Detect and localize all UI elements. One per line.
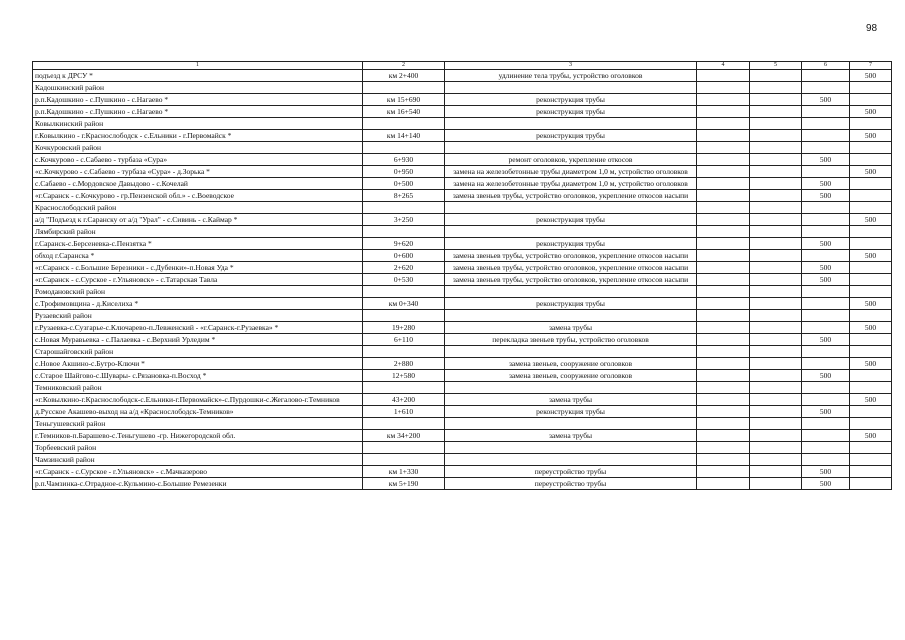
- empty-cell: [445, 118, 697, 130]
- empty-cell: [750, 454, 802, 466]
- empty-cell: [802, 382, 850, 394]
- column-5-cell: [750, 94, 802, 106]
- empty-cell: [750, 118, 802, 130]
- district-name-cell: Кадошкинский район: [33, 82, 363, 94]
- kilometer-cell: 0+500: [363, 178, 445, 190]
- table-row: [33, 214, 892, 226]
- district-name-cell: Теньгушевский район: [33, 418, 363, 430]
- column-6-value-cell: [802, 250, 850, 262]
- column-6-value-cell: [802, 70, 850, 82]
- road-name-cell: г.Темников-п.Барашево-с.Теньгушево -гр. Нижегородской обл.: [33, 430, 363, 442]
- column-6-value-cell: [802, 358, 850, 370]
- column-6-value-cell: 500: [802, 406, 850, 418]
- empty-cell: [363, 418, 445, 430]
- road-name-cell: подъезд к ДРСУ *: [33, 70, 363, 82]
- district-name-cell: Чамзинский район: [33, 454, 363, 466]
- work-description-cell: замена звеньев, сооружение оголовков: [445, 358, 697, 370]
- column-7-value-cell: 500: [850, 358, 892, 370]
- empty-cell: [445, 286, 697, 298]
- road-name-cell: «г.Саранск - с.Кочкурово - гр.Пензенской обл.» - с.Воеводское: [33, 190, 363, 202]
- column-6-value-cell: 500: [802, 178, 850, 190]
- column-number-row: [33, 62, 892, 70]
- column-5-cell: [750, 130, 802, 142]
- district-name-cell: Темниковский район: [33, 382, 363, 394]
- column-7-value-cell: 500: [850, 250, 892, 262]
- empty-cell: [363, 454, 445, 466]
- table-row: [33, 130, 892, 142]
- empty-cell: [750, 286, 802, 298]
- empty-cell: [750, 442, 802, 454]
- empty-cell: [850, 226, 892, 238]
- empty-cell: [850, 202, 892, 214]
- empty-cell: [697, 442, 750, 454]
- table-row: [33, 322, 892, 334]
- kilometer-cell: 0+950: [363, 166, 445, 178]
- work-description-cell: замена звеньев трубы, устройство оголовков, укрепление откосов насыпи: [445, 190, 697, 202]
- column-4-cell: [697, 394, 750, 406]
- table-row: [33, 334, 892, 346]
- column-6-value-cell: [802, 106, 850, 118]
- road-name-cell: р.п.Кадошкино - с.Пушкино - с.Нагаево *: [33, 106, 363, 118]
- work-description-cell: замена трубы: [445, 430, 697, 442]
- column-7-value-cell: 500: [850, 298, 892, 310]
- work-description-cell: реконструкция трубы: [445, 406, 697, 418]
- road-name-cell: а/д "Подъезд к г.Саранску от а/д "Урал" - с.Сивинь - с.Каймар *: [33, 214, 363, 226]
- district-name-cell: Кочкуровский район: [33, 142, 363, 154]
- column-5-cell: [750, 154, 802, 166]
- table-row: [33, 262, 892, 274]
- column-4-cell: [697, 94, 750, 106]
- column-7-value-cell: [850, 274, 892, 286]
- column-4-cell: [697, 298, 750, 310]
- empty-cell: [850, 442, 892, 454]
- column-5-cell: [750, 106, 802, 118]
- empty-cell: [363, 346, 445, 358]
- kilometer-cell: 2+620: [363, 262, 445, 274]
- empty-cell: [750, 226, 802, 238]
- column-4-cell: [697, 106, 750, 118]
- kilometer-cell: 1+610: [363, 406, 445, 418]
- column-7-value-cell: 500: [850, 130, 892, 142]
- district-row: [33, 118, 892, 130]
- empty-cell: [850, 82, 892, 94]
- column-7-value-cell: [850, 478, 892, 490]
- empty-cell: [750, 310, 802, 322]
- column-4-cell: [697, 478, 750, 490]
- district-row: [33, 286, 892, 298]
- road-name-cell: р.п.Кадошкино - с.Пушкино - с.Нагаево *: [33, 94, 363, 106]
- kilometer-cell: км 15+690: [363, 94, 445, 106]
- column-5-cell: [750, 178, 802, 190]
- district-name-cell: Краснослободский район: [33, 202, 363, 214]
- empty-cell: [802, 418, 850, 430]
- column-6-value-cell: 500: [802, 262, 850, 274]
- column-5-cell: [750, 370, 802, 382]
- column-6-value-cell: [802, 214, 850, 226]
- empty-cell: [697, 346, 750, 358]
- column-6-value-cell: 500: [802, 466, 850, 478]
- empty-cell: [445, 310, 697, 322]
- column-6-value-cell: [802, 322, 850, 334]
- district-name-cell: Торбеевский район: [33, 442, 363, 454]
- table-row: [33, 430, 892, 442]
- column-7-value-cell: 500: [850, 430, 892, 442]
- column-6-value-cell: 500: [802, 238, 850, 250]
- column-4-cell: [697, 262, 750, 274]
- kilometer-cell: 0+530: [363, 274, 445, 286]
- empty-cell: [802, 226, 850, 238]
- column-5-cell: [750, 322, 802, 334]
- empty-cell: [850, 382, 892, 394]
- column-6-value-cell: 500: [802, 94, 850, 106]
- kilometer-cell: 0+600: [363, 250, 445, 262]
- empty-cell: [363, 286, 445, 298]
- column-7-value-cell: [850, 238, 892, 250]
- work-description-cell: реконструкция трубы: [445, 214, 697, 226]
- road-name-cell: обход г.Саранска *: [33, 250, 363, 262]
- kilometer-cell: 6+110: [363, 334, 445, 346]
- road-name-cell: «с.Кочкурово - с.Сабаево - турбаза «Сура» - д.Зорька *: [33, 166, 363, 178]
- column-6-value-cell: 500: [802, 190, 850, 202]
- column-4-cell: [697, 334, 750, 346]
- table-row: [33, 478, 892, 490]
- column-4-cell: [697, 238, 750, 250]
- empty-cell: [445, 226, 697, 238]
- district-row: [33, 226, 892, 238]
- column-number-5: 5: [750, 62, 802, 70]
- column-4-cell: [697, 166, 750, 178]
- road-name-cell: с.Новое Акшино-с.Бутро-Ключи *: [33, 358, 363, 370]
- column-number-2: 2: [363, 62, 445, 70]
- work-description-cell: ремонт оголовков, укрепление откосов: [445, 154, 697, 166]
- column-4-cell: [697, 358, 750, 370]
- kilometer-cell: 19+280: [363, 322, 445, 334]
- kilometer-cell: 6+930: [363, 154, 445, 166]
- column-4-cell: [697, 274, 750, 286]
- empty-cell: [802, 286, 850, 298]
- column-number-1: 1: [33, 62, 363, 70]
- empty-cell: [445, 454, 697, 466]
- empty-cell: [750, 202, 802, 214]
- district-row: [33, 418, 892, 430]
- empty-cell: [697, 286, 750, 298]
- roadworks-table: [32, 61, 892, 490]
- column-7-value-cell: 500: [850, 394, 892, 406]
- empty-cell: [850, 418, 892, 430]
- column-5-cell: [750, 358, 802, 370]
- table-row: [33, 406, 892, 418]
- empty-cell: [802, 202, 850, 214]
- empty-cell: [363, 442, 445, 454]
- column-7-value-cell: 500: [850, 106, 892, 118]
- work-description-cell: переустройство трубы: [445, 478, 697, 490]
- column-4-cell: [697, 430, 750, 442]
- empty-cell: [802, 310, 850, 322]
- kilometer-cell: км 0+340: [363, 298, 445, 310]
- road-name-cell: д.Русское Акашево-выход на а/д «Краснослободск-Темников»: [33, 406, 363, 418]
- road-name-cell: «г.Саранск - с.Сурское - г.Ульяновск» - с.Татарская Тавла: [33, 274, 363, 286]
- empty-cell: [697, 310, 750, 322]
- kilometer-cell: км 34+200: [363, 430, 445, 442]
- empty-cell: [802, 82, 850, 94]
- empty-cell: [850, 346, 892, 358]
- column-6-value-cell: [802, 130, 850, 142]
- work-description-cell: реконструкция трубы: [445, 298, 697, 310]
- column-5-cell: [750, 70, 802, 82]
- column-5-cell: [750, 238, 802, 250]
- column-6-value-cell: 500: [802, 370, 850, 382]
- column-6-value-cell: [802, 430, 850, 442]
- column-6-value-cell: 500: [802, 478, 850, 490]
- column-4-cell: [697, 406, 750, 418]
- work-description-cell: замена на железобетонные трубы диаметром 1,0 м, устройство оголовков: [445, 166, 697, 178]
- column-5-cell: [750, 166, 802, 178]
- kilometer-cell: 43+200: [363, 394, 445, 406]
- column-7-value-cell: [850, 334, 892, 346]
- column-4-cell: [697, 178, 750, 190]
- empty-cell: [363, 142, 445, 154]
- kilometer-cell: км 16+540: [363, 106, 445, 118]
- work-description-cell: реконструкция трубы: [445, 106, 697, 118]
- empty-cell: [697, 382, 750, 394]
- column-4-cell: [697, 130, 750, 142]
- table-row: [33, 178, 892, 190]
- empty-cell: [750, 82, 802, 94]
- work-description-cell: замена звеньев, сооружение оголовков: [445, 370, 697, 382]
- district-name-cell: Старошайговский район: [33, 346, 363, 358]
- kilometer-cell: 9+620: [363, 238, 445, 250]
- table-row: [33, 154, 892, 166]
- empty-cell: [697, 82, 750, 94]
- column-5-cell: [750, 190, 802, 202]
- table-row: [33, 106, 892, 118]
- kilometer-cell: 12+580: [363, 370, 445, 382]
- road-name-cell: г.Рузаевка-с.Сузгарье-с.Ключарево-п.Левженский - «г.Саранск-г.Рузаевка» *: [33, 322, 363, 334]
- column-7-value-cell: [850, 466, 892, 478]
- work-description-cell: замена звеньев трубы, устройство оголовков, укрепление откосов насыпи: [445, 262, 697, 274]
- column-4-cell: [697, 70, 750, 82]
- work-description-cell: замена на железобетонные трубы диаметром 1,0 м, устройство оголовков: [445, 178, 697, 190]
- district-name-cell: Рузаевский район: [33, 310, 363, 322]
- empty-cell: [697, 226, 750, 238]
- column-number-3: 3: [445, 62, 697, 70]
- kilometer-cell: км 1+330: [363, 466, 445, 478]
- column-5-cell: [750, 214, 802, 226]
- district-name-cell: Лямбирский район: [33, 226, 363, 238]
- kilometer-cell: км 5+190: [363, 478, 445, 490]
- table-row: [33, 250, 892, 262]
- work-description-cell: замена звеньев трубы, устройство оголовков, укрепление откосов насыпи: [445, 274, 697, 286]
- column-4-cell: [697, 250, 750, 262]
- empty-cell: [363, 382, 445, 394]
- kilometer-cell: км 2+400: [363, 70, 445, 82]
- district-row: [33, 310, 892, 322]
- empty-cell: [445, 82, 697, 94]
- work-description-cell: замена трубы: [445, 322, 697, 334]
- work-description-cell: реконструкция трубы: [445, 94, 697, 106]
- table-row: [33, 70, 892, 82]
- road-name-cell: с.Кочкурово - с.Сабаево - турбаза «Сура»: [33, 154, 363, 166]
- road-name-cell: «г.Саранск - с.Сурское - г.Ульяновск» - с.Мачказерово: [33, 466, 363, 478]
- kilometer-cell: км 14+140: [363, 130, 445, 142]
- table-row: [33, 370, 892, 382]
- road-name-cell: с.Сабаево - с.Мордовское Давыдово - с.Кочелай: [33, 178, 363, 190]
- kilometer-cell: 3+250: [363, 214, 445, 226]
- table-row: [33, 190, 892, 202]
- column-6-value-cell: 500: [802, 334, 850, 346]
- column-7-value-cell: [850, 262, 892, 274]
- kilometer-cell: 8+265: [363, 190, 445, 202]
- empty-cell: [850, 310, 892, 322]
- district-row: [33, 82, 892, 94]
- empty-cell: [363, 202, 445, 214]
- column-6-value-cell: 500: [802, 274, 850, 286]
- district-name-cell: Ковылкинский район: [33, 118, 363, 130]
- column-number-6: 6: [802, 62, 850, 70]
- column-7-value-cell: 500: [850, 166, 892, 178]
- district-row: [33, 442, 892, 454]
- empty-cell: [697, 118, 750, 130]
- column-6-value-cell: [802, 298, 850, 310]
- column-7-value-cell: [850, 406, 892, 418]
- column-number-4: 4: [697, 62, 750, 70]
- empty-cell: [850, 286, 892, 298]
- column-6-value-cell: 500: [802, 154, 850, 166]
- column-7-value-cell: [850, 370, 892, 382]
- column-4-cell: [697, 370, 750, 382]
- table-row: [33, 166, 892, 178]
- column-5-cell: [750, 250, 802, 262]
- work-description-cell: переустройство трубы: [445, 466, 697, 478]
- column-7-value-cell: 500: [850, 214, 892, 226]
- column-7-value-cell: 500: [850, 70, 892, 82]
- column-6-value-cell: [802, 394, 850, 406]
- district-name-cell: Ромодановский район: [33, 286, 363, 298]
- column-5-cell: [750, 298, 802, 310]
- empty-cell: [750, 346, 802, 358]
- table-row: [33, 466, 892, 478]
- column-5-cell: [750, 478, 802, 490]
- road-name-cell: р.п.Чамзинка-с.Отрадное-с.Кульмино-с.Большие Ремезенки: [33, 478, 363, 490]
- district-row: [33, 202, 892, 214]
- column-4-cell: [697, 322, 750, 334]
- column-5-cell: [750, 262, 802, 274]
- empty-cell: [802, 454, 850, 466]
- district-row: [33, 346, 892, 358]
- column-7-value-cell: [850, 154, 892, 166]
- district-row: [33, 382, 892, 394]
- work-description-cell: реконструкция трубы: [445, 238, 697, 250]
- column-4-cell: [697, 214, 750, 226]
- empty-cell: [445, 382, 697, 394]
- road-name-cell: г.Саранск-с.Берсеневка-с.Пензятка *: [33, 238, 363, 250]
- empty-cell: [802, 118, 850, 130]
- table-row: [33, 394, 892, 406]
- empty-cell: [750, 142, 802, 154]
- empty-cell: [445, 142, 697, 154]
- empty-cell: [750, 418, 802, 430]
- column-5-cell: [750, 394, 802, 406]
- column-4-cell: [697, 190, 750, 202]
- empty-cell: [850, 118, 892, 130]
- empty-cell: [802, 346, 850, 358]
- road-name-cell: «г.Саранск - с.Большие Березники - с.Дубенки»-п.Новая Уда *: [33, 262, 363, 274]
- empty-cell: [850, 454, 892, 466]
- empty-cell: [363, 310, 445, 322]
- work-description-cell: удлинение тела трубы, устройство оголовков: [445, 70, 697, 82]
- kilometer-cell: 2+880: [363, 358, 445, 370]
- district-row: [33, 142, 892, 154]
- column-7-value-cell: [850, 190, 892, 202]
- table-row: [33, 298, 892, 310]
- column-5-cell: [750, 430, 802, 442]
- column-7-value-cell: [850, 94, 892, 106]
- column-5-cell: [750, 274, 802, 286]
- table-row: [33, 274, 892, 286]
- column-6-value-cell: [802, 166, 850, 178]
- work-description-cell: перекладка звеньев трубы, устройство оголовков: [445, 334, 697, 346]
- empty-cell: [697, 418, 750, 430]
- column-4-cell: [697, 154, 750, 166]
- table-row: [33, 358, 892, 370]
- road-name-cell: г.Ковылкино - г.Краснослободск - с.Ельники - г.Первомайск *: [33, 130, 363, 142]
- empty-cell: [363, 226, 445, 238]
- table-row: [33, 94, 892, 106]
- empty-cell: [850, 142, 892, 154]
- empty-cell: [445, 346, 697, 358]
- empty-cell: [445, 442, 697, 454]
- work-description-cell: замена звеньев трубы, устройство оголовков, укрепление откосов насыпи: [445, 250, 697, 262]
- road-name-cell: «г.Ковылкино-г.Краснослободск-с.Ельники-г.Первомайск»-с.Пурдошки-с.Жегалово-г.Темников: [33, 394, 363, 406]
- district-row: [33, 454, 892, 466]
- work-description-cell: реконструкция трубы: [445, 130, 697, 142]
- column-5-cell: [750, 406, 802, 418]
- empty-cell: [445, 202, 697, 214]
- column-4-cell: [697, 466, 750, 478]
- empty-cell: [802, 142, 850, 154]
- work-description-cell: замена трубы: [445, 394, 697, 406]
- empty-cell: [802, 442, 850, 454]
- column-5-cell: [750, 334, 802, 346]
- column-5-cell: [750, 466, 802, 478]
- road-name-cell: с.Трофимовщина - д.Киселиха *: [33, 298, 363, 310]
- empty-cell: [363, 118, 445, 130]
- empty-cell: [750, 382, 802, 394]
- empty-cell: [445, 418, 697, 430]
- page-number: 98: [866, 23, 878, 34]
- column-number-7: 7: [850, 62, 892, 70]
- table-row: [33, 238, 892, 250]
- road-name-cell: с.Старое Шайгово-с.Шувары- с.Рязановка-п.Восход *: [33, 370, 363, 382]
- column-7-value-cell: 500: [850, 322, 892, 334]
- empty-cell: [697, 142, 750, 154]
- empty-cell: [697, 202, 750, 214]
- empty-cell: [363, 82, 445, 94]
- column-7-value-cell: [850, 178, 892, 190]
- road-name-cell: с.Новая Муравьевка - с.Палаевка - с.Верхний Урледим *: [33, 334, 363, 346]
- empty-cell: [697, 454, 750, 466]
